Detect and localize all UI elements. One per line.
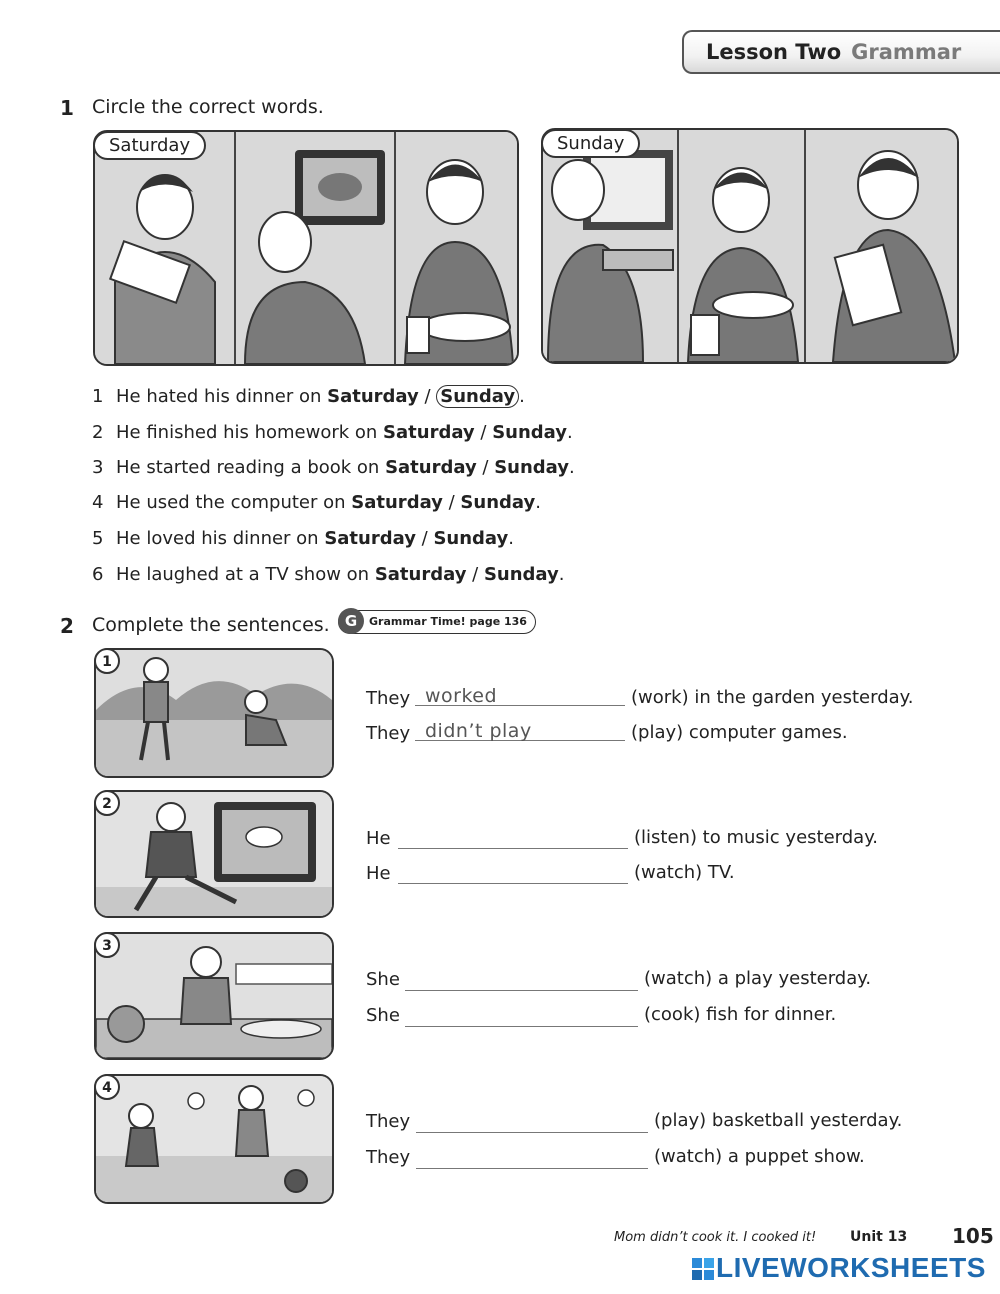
option-saturday[interactable]: Saturday — [383, 422, 475, 443]
sunday-label: Sunday — [541, 129, 640, 158]
answer-blank[interactable] — [398, 828, 628, 849]
option-saturday[interactable]: Saturday — [374, 564, 467, 585]
saturday-label: Saturday — [93, 131, 206, 160]
verb-prompt: (listen) to music yesterday. — [634, 827, 879, 848]
picture-number: 4 — [94, 1074, 120, 1100]
exercise-2-title: Complete the sentences. — [92, 614, 330, 636]
lesson-header-tab — [682, 30, 1000, 74]
exercise-1-item: 3 He started reading a book on Saturday / Sunday. — [92, 457, 575, 478]
grammar-time-reference[interactable]: Grammar Time! page 136 — [338, 610, 536, 634]
picture-gardening — [94, 648, 334, 778]
footer-unit: Unit 13 — [850, 1229, 908, 1245]
exercise-2-number: 2 — [60, 614, 74, 638]
footer-tagline: Mom didn’t cook it. I cooked it! — [614, 1230, 817, 1245]
picture-basketball — [94, 1074, 334, 1204]
picture-number: 1 — [94, 648, 120, 674]
picture-cooking — [94, 932, 334, 1060]
exercise-1-title: Circle the correct words. — [92, 96, 324, 118]
answer-text: didn’t play — [425, 720, 532, 742]
verb-prompt: (watch) a play yesterday. — [644, 968, 872, 989]
sunday-illustration — [541, 128, 959, 364]
sentence-subject: They — [366, 688, 411, 709]
option-sunday-circled[interactable]: Sunday — [436, 385, 519, 408]
answer-blank[interactable] — [416, 1112, 648, 1133]
option-saturday[interactable]: Saturday — [324, 528, 416, 549]
sentence-subject: They — [366, 1147, 411, 1168]
sentence-subject: She — [366, 1005, 400, 1026]
answer-blank[interactable] — [415, 685, 625, 706]
option-saturday[interactable]: Saturday — [385, 457, 477, 478]
picture-number: 2 — [94, 790, 120, 816]
answer-blank[interactable] — [398, 863, 628, 884]
liveworksheets-grid-icon — [692, 1258, 714, 1280]
answer-text: worked — [425, 685, 498, 707]
option-sunday[interactable]: Sunday — [494, 457, 570, 478]
option-sunday[interactable]: Sunday — [460, 492, 536, 513]
exercise-1-item: 4 He used the computer on Saturday / Sunday. — [92, 492, 541, 513]
exercise-1-item: 1 He hated his dinner on Saturday / Sunday . — [92, 386, 525, 407]
liveworksheets-logo — [692, 1258, 714, 1284]
verb-prompt: (work) in the garden yesterday. — [631, 687, 914, 708]
option-saturday[interactable]: Saturday — [351, 492, 443, 513]
sentence-subject: He — [366, 863, 391, 884]
option-sunday[interactable]: Sunday — [492, 422, 567, 443]
sentence-subject: She — [366, 969, 400, 990]
grammar-g-icon: G — [338, 608, 364, 634]
sentence-subject: They — [366, 1111, 411, 1132]
option-sunday[interactable]: Sunday — [483, 564, 559, 585]
option-saturday[interactable]: Saturday — [327, 386, 419, 407]
page-number: 105 — [952, 1224, 994, 1248]
exercise-1-item: 6 He laughed at a TV show on Saturday / Sunday. — [92, 564, 565, 585]
lesson-title: Lesson Two Grammar — [706, 40, 962, 64]
liveworksheets-brand: LIVEWORKSHEETS — [716, 1252, 986, 1283]
answer-blank[interactable] — [405, 1006, 638, 1027]
exercise-1-item: 2 He finished his homework on Saturday / Sunday. — [92, 422, 573, 443]
picture-watching-tv — [94, 790, 334, 918]
lesson-section: Grammar — [851, 40, 962, 64]
picture-number: 3 — [94, 932, 120, 958]
verb-prompt: (watch) TV. — [634, 862, 735, 883]
sentence-subject: They — [366, 723, 411, 744]
verb-prompt: (play) computer games. — [631, 722, 848, 743]
verb-prompt: (play) basketball yesterday. — [654, 1110, 903, 1131]
answer-blank[interactable] — [416, 1148, 648, 1169]
exercise-1-item: 5 He loved his dinner on Saturday / Sunday. — [92, 528, 514, 549]
answer-blank[interactable] — [405, 970, 638, 991]
answer-blank[interactable] — [415, 720, 625, 741]
verb-prompt: (cook) fish for dinner. — [644, 1004, 837, 1025]
exercise-1-number: 1 — [60, 96, 74, 120]
option-sunday[interactable]: Sunday — [433, 528, 509, 549]
saturday-illustration — [93, 130, 519, 366]
verb-prompt: (watch) a puppet show. — [654, 1146, 865, 1167]
sentence-subject: He — [366, 828, 391, 849]
